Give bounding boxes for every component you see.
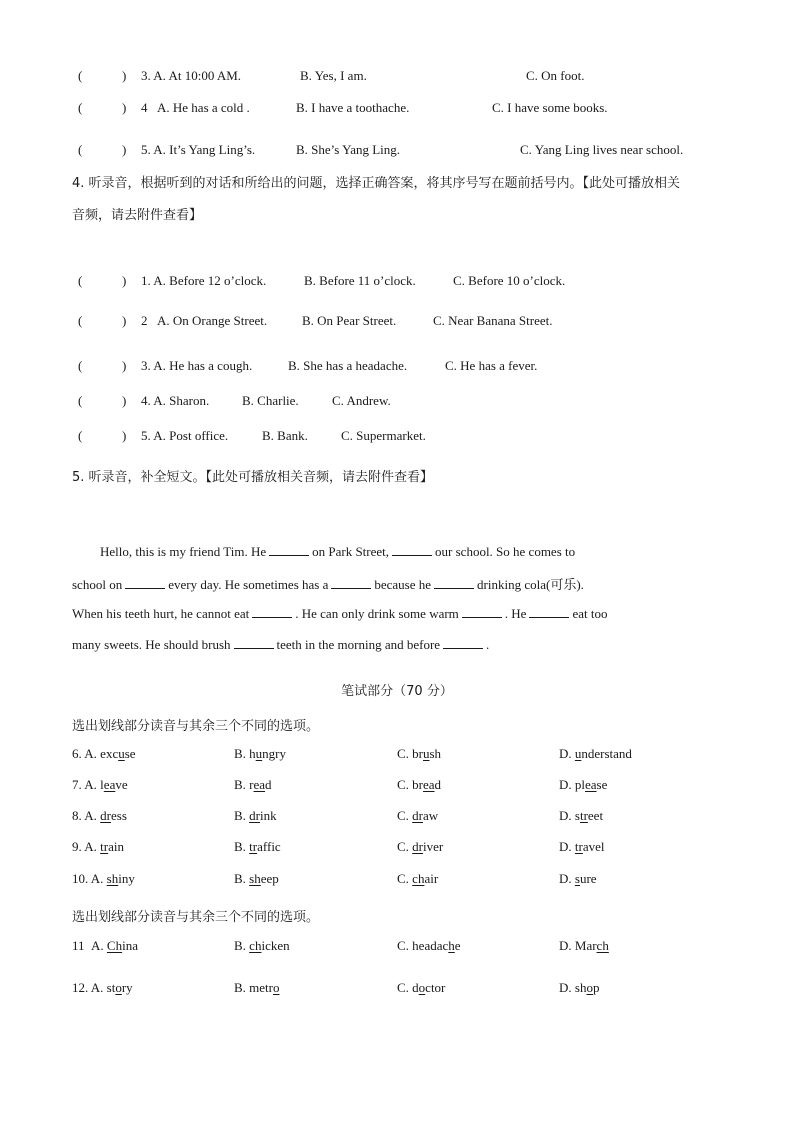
phonics-question: 8. A. dress (72, 808, 127, 823)
option-b: B. Charlie. (242, 393, 299, 408)
passage-line-4: many sweets. He should brush teeth in the morning and before . (72, 637, 490, 652)
option-b: B. Bank. (262, 428, 308, 443)
blank[interactable] (443, 636, 483, 649)
answer-paren-open: ( (78, 358, 83, 373)
phonics-option-c: C. doctor (397, 980, 446, 995)
phonics-question: 10. A. shiny (72, 871, 135, 886)
option-c: C. I have some books. (492, 100, 608, 115)
answer-paren-close: ) (122, 393, 127, 408)
phonics-option-b: B. drink (234, 808, 277, 823)
section5-instruction: 5. 听录音，补全短文。【此处可播放相关音频，请去附件查看】 (72, 470, 434, 485)
blank[interactable] (392, 543, 432, 556)
option-b: B. She has a headache. (288, 358, 408, 373)
section4-instruction-line1: 4. 听录音，根据听到的对话和所给出的问题，选择正确答案，将其序号写在题前括号内。【此处可播放相关 (72, 176, 681, 191)
option-a: 5. A. It’s Yang Ling’s. (141, 142, 256, 157)
option-a: A. On Orange Street. (157, 313, 268, 328)
option-b: B. I have a toothache. (296, 100, 410, 115)
blank[interactable] (462, 605, 502, 618)
phonics-option-b: B. hungry (234, 746, 287, 761)
option-c: C. Supermarket. (341, 428, 426, 443)
passage-line-3: When his teeth hurt, he cannot eat . He can only drink some warm . He eat too (72, 606, 608, 621)
phonics-question: 6. A. excuse (72, 746, 136, 761)
answer-paren-open: ( (78, 100, 83, 115)
blank[interactable] (234, 636, 274, 649)
option-a: A. He has a cold . (157, 100, 250, 115)
option-b: B. She’s Yang Ling. (296, 142, 401, 157)
phonics-option-c: C. headache (397, 938, 461, 953)
blank[interactable] (434, 576, 474, 589)
answer-paren-close: ) (122, 428, 127, 443)
blank[interactable] (125, 576, 165, 589)
phonics-option-d: D. sure (559, 871, 597, 886)
phonics-instruction-2: 选出划线部分读音与其余三个不同的选项。 (72, 910, 320, 925)
phonics-option-b: B. traffic (234, 839, 281, 854)
answer-paren-open: ( (78, 273, 83, 288)
phonics-option-b: B. read (234, 777, 272, 792)
answer-paren-open: ( (78, 428, 83, 443)
phonics-question: 7. A. leave (72, 777, 128, 792)
blank[interactable] (252, 605, 292, 618)
option-c: C. Yang Ling lives near school. (520, 142, 684, 157)
phonics-option-d: D. please (559, 777, 608, 792)
answer-paren-open: ( (78, 142, 83, 157)
phonics-option-c: C. bread (397, 777, 442, 792)
blank[interactable] (269, 543, 309, 556)
option-c: C. He has a fever. (445, 358, 538, 373)
answer-paren-open: ( (78, 68, 83, 83)
option-a: 5. A. Post office. (141, 428, 229, 443)
option-c: C. Before 10 o’clock. (453, 273, 566, 288)
passage-line-1: Hello, this is my friend Tim. He on Park Street, our school. So he comes to (100, 544, 576, 559)
option-c: C. On foot. (526, 68, 585, 83)
answer-paren-open: ( (78, 393, 83, 408)
phonics-option-c: C. draw (397, 808, 439, 823)
answer-paren-close: ) (122, 273, 127, 288)
option-c: C. Andrew. (332, 393, 391, 408)
option-a: 1. A. Before 12 o’clock. (141, 273, 267, 288)
phonics-option-b: B. metro (234, 980, 280, 995)
written-section-title: 笔试部分（70 分） (341, 684, 453, 699)
phonics-option-c: C. brush (397, 746, 442, 761)
option-a: 4. A. Sharon. (141, 393, 210, 408)
question-number: 2 (141, 313, 148, 328)
phonics-option-b: B. chicken (234, 938, 290, 953)
blank[interactable] (331, 576, 371, 589)
answer-paren-close: ) (122, 142, 127, 157)
answer-paren-close: ) (122, 100, 127, 115)
option-b: B. Yes, I am. (300, 68, 367, 83)
answer-paren-close: ) (122, 358, 127, 373)
option-a: 3. A. He has a cough. (141, 358, 253, 373)
phonics-question: 11 A. China (72, 938, 138, 953)
phonics-option-c: C. driver (397, 839, 444, 854)
question-number: 4 (141, 100, 148, 115)
phonics-option-d: D. understand (559, 746, 632, 761)
answer-paren-open: ( (78, 313, 83, 328)
phonics-question: 12. A. story (72, 980, 133, 995)
phonics-question: 9. A. train (72, 839, 125, 854)
option-c: C. Near Banana Street. (433, 313, 553, 328)
section4-instruction-line2: 音频，请去附件查看】 (72, 208, 203, 223)
answer-paren-close: ) (122, 68, 127, 83)
phonics-option-b: B. sheep (234, 871, 279, 886)
phonics-option-d: D. shop (559, 980, 600, 995)
option-b: B. Before 11 o’clock. (304, 273, 416, 288)
option-a: 3. A. At 10:00 AM. (141, 68, 242, 83)
phonics-instruction-1: 选出划线部分读音与其余三个不同的选项。 (72, 719, 320, 734)
phonics-option-c: C. chair (397, 871, 439, 886)
phonics-option-d: D. March (559, 938, 609, 953)
phonics-option-d: D. travel (559, 839, 605, 854)
answer-paren-close: ) (122, 313, 127, 328)
phonics-option-d: D. street (559, 808, 604, 823)
option-b: B. On Pear Street. (302, 313, 397, 328)
blank[interactable] (529, 605, 569, 618)
passage-line-2: school on every day. He sometimes has a because he drinking cola(可乐). (72, 577, 584, 592)
